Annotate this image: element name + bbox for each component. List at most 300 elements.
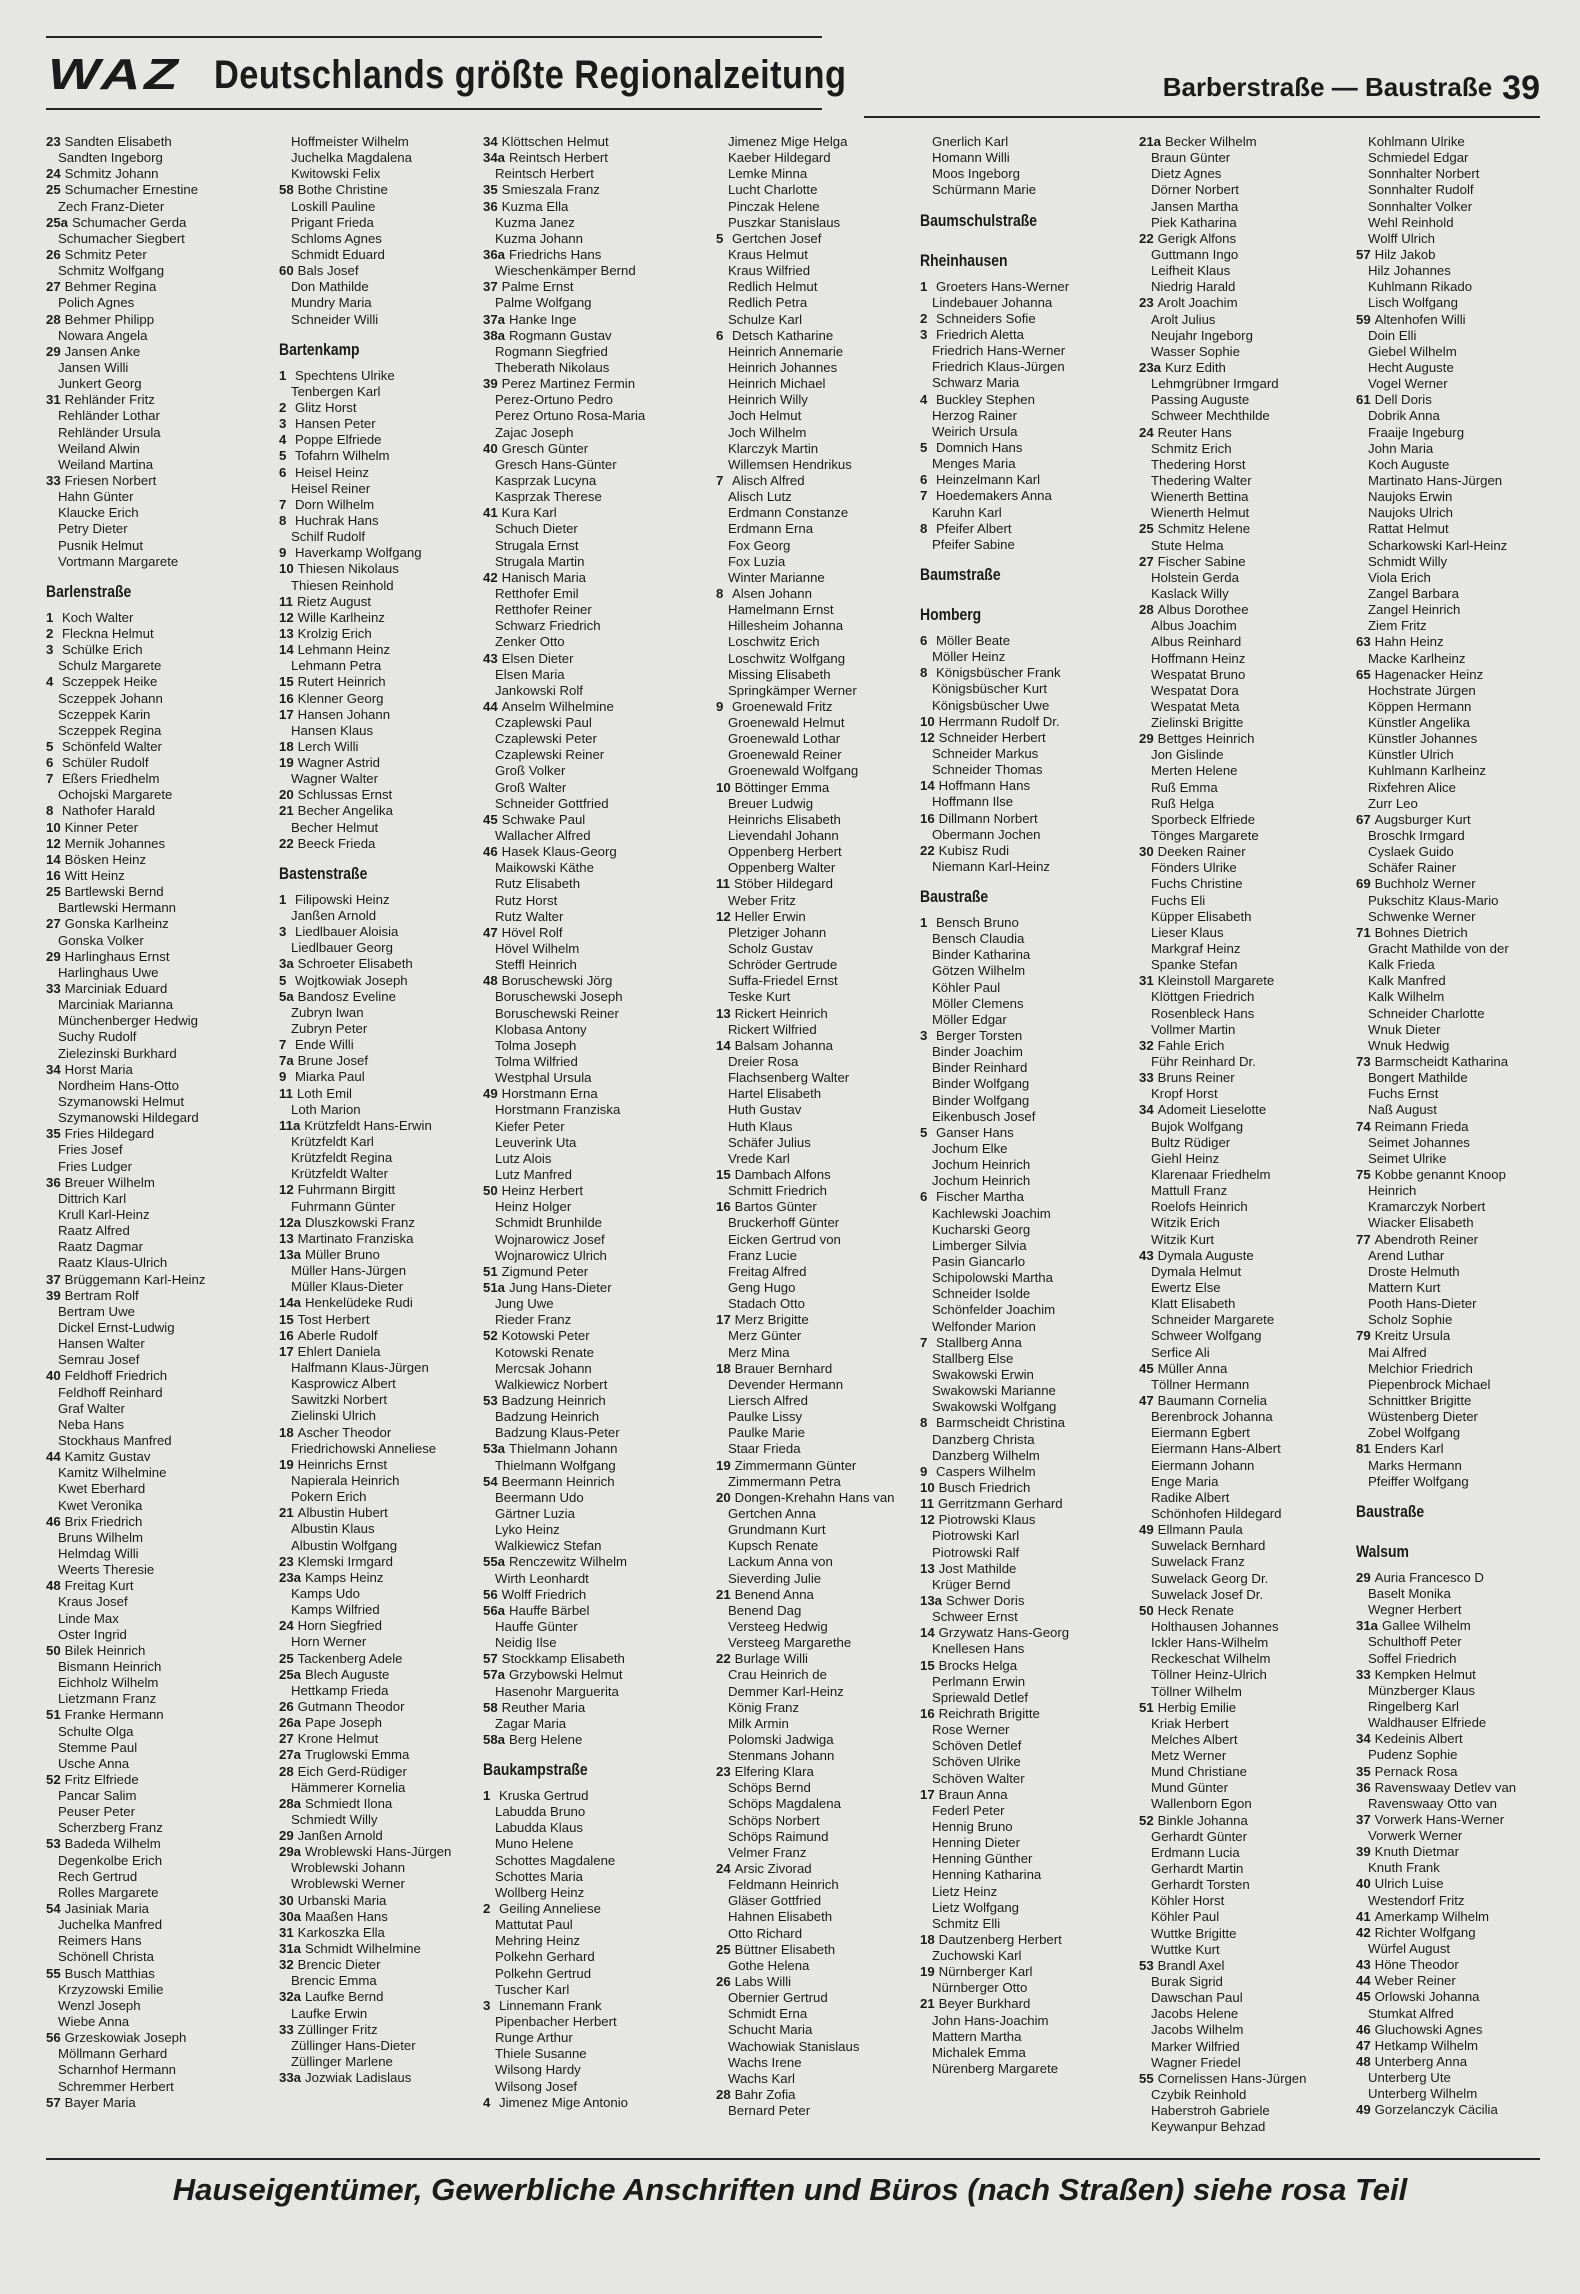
resident-entry — [46, 1820, 266, 1836]
resident-entry — [1139, 1458, 1359, 1474]
resident-entry — [1356, 521, 1540, 537]
resident-name: Marciniak Marianna — [58, 997, 174, 1013]
resident-entry — [279, 956, 499, 972]
resident-name: Küpper Elisabeth — [1151, 908, 1252, 924]
resident-name: Suwelack Franz — [1151, 1554, 1245, 1570]
resident-entry — [46, 457, 266, 473]
resident-entry — [716, 828, 936, 844]
resident-name: Fuchs Christine — [1151, 876, 1243, 892]
house-number: 23a — [1139, 359, 1162, 375]
resident-entry — [483, 2095, 703, 2111]
street-heading: Baumschulstraße — [920, 210, 1037, 230]
resident-name: Moos Ingeborg — [932, 166, 1020, 182]
house-number: 29a — [279, 1844, 302, 1860]
resident-name: Stute Helma — [1151, 537, 1224, 553]
resident-entry — [279, 1941, 499, 1957]
resident-name: Klobasa Antony — [495, 1021, 587, 1037]
resident-name: Rickert Heinrich — [734, 1005, 828, 1021]
resident-name: Suwelack Bernhard — [1151, 1538, 1266, 1554]
resident-name: Dickel Ernst-Ludwig — [58, 1319, 175, 1335]
resident-name: Piepenbrock Michael — [1368, 1376, 1491, 1392]
resident-entry — [279, 1505, 499, 1521]
resident-entry — [483, 1538, 703, 1554]
resident-entry — [483, 1998, 703, 2014]
resident-name: Witzik Erich — [1151, 1215, 1220, 1231]
resident-entry — [920, 1916, 1140, 1932]
house-number: 42 — [1356, 1924, 1371, 1940]
resident-entry — [279, 739, 499, 755]
page-header — [1163, 66, 1540, 105]
resident-entry — [1356, 1876, 1540, 1892]
resident-entry — [1356, 1054, 1540, 1070]
resident-name: Schulze Karl — [728, 311, 803, 327]
resident-name: Zangel Barbara — [1368, 585, 1459, 601]
house-number: 30 — [1139, 844, 1154, 860]
resident-entry — [1139, 1619, 1359, 1635]
resident-name: Dittrich Karl — [58, 1190, 127, 1206]
resident-entry — [716, 1183, 936, 1199]
resident-entry — [716, 1861, 936, 1877]
resident-entry — [483, 505, 703, 521]
resident-name: Tackenberg Adele — [297, 1650, 403, 1666]
resident-entry — [716, 1345, 936, 1361]
resident-entry — [483, 263, 703, 279]
resident-name: Hansen Johann — [297, 706, 391, 722]
resident-entry — [1139, 1393, 1359, 1409]
resident-name: Lievendahl Johann — [728, 828, 839, 844]
resident-entry — [483, 360, 703, 376]
resident-entry — [46, 868, 266, 884]
house-number: 53a — [483, 1441, 506, 1457]
resident-name: Berenbrock Johanna — [1151, 1409, 1273, 1425]
resident-entry — [920, 1270, 1140, 1286]
resident-name: Lehmann Heinz — [297, 642, 391, 658]
resident-name: Binder Wolfgang — [932, 1076, 1030, 1092]
resident-name: Stockhaus Manfred — [58, 1432, 172, 1448]
resident-name: Tönges Margarete — [1151, 828, 1259, 844]
resident-name: Jozwiak Ladislaus — [305, 2070, 412, 2086]
house-number: 13 — [716, 1005, 731, 1021]
resident-entry — [483, 328, 703, 344]
resident-name: Schmiedt Ilona — [305, 1795, 393, 1811]
resident-name: Kramarczyk Norbert — [1368, 1199, 1486, 1215]
resident-name: Wroblewski Johann — [291, 1860, 406, 1876]
house-number: 3 — [279, 924, 287, 940]
resident-entry — [483, 312, 703, 328]
resident-entry — [1139, 957, 1359, 973]
resident-name: Kuzma Ella — [501, 198, 569, 214]
resident-entry — [716, 1022, 936, 1038]
resident-name: Ruß Helga — [1151, 795, 1215, 811]
resident-name: Auria Francesco D — [1374, 1569, 1484, 1585]
resident-name: Jansen Martha — [1151, 198, 1239, 214]
resident-entry — [920, 1867, 1140, 1883]
resident-entry — [483, 1102, 703, 1118]
resident-name: Beermann Heinrich — [501, 1473, 615, 1489]
resident-name: Janßen Arnold — [291, 908, 377, 924]
resident-entry — [46, 1078, 266, 1094]
resident-entry — [1139, 2022, 1359, 2038]
resident-name: Grzybowski Helmut — [509, 1667, 623, 1683]
resident-entry — [483, 457, 703, 473]
resident-name: Palme Ernst — [501, 279, 574, 295]
resident-entry — [920, 1238, 1140, 1254]
resident-name: Kurz Edith — [1165, 359, 1226, 375]
resident-name: Nowara Angela — [58, 327, 148, 343]
resident-name: Jankowski Rolf — [495, 682, 583, 698]
house-number: 12 — [920, 729, 935, 745]
resident-name: Müller Bruno — [305, 1247, 380, 1262]
resident-name: Fritz Elfriede — [64, 1771, 139, 1787]
resident-entry — [1356, 1151, 1540, 1167]
resident-name: Schülke Erich — [62, 642, 143, 658]
resident-name: Schürmann Marie — [932, 182, 1037, 198]
resident-entry — [1139, 1135, 1359, 1151]
resident-entry — [1139, 2055, 1359, 2071]
resident-name: Leifheit Klaus — [1151, 263, 1231, 279]
resident-name: Stöber Hildegard — [733, 876, 833, 892]
resident-name: Königsbüscher Frank — [936, 665, 1061, 681]
resident-name: Stumkat Alfred — [1368, 2005, 1454, 2021]
resident-entry — [46, 1498, 266, 1514]
resident-name: Staar Frieda — [728, 1441, 801, 1457]
resident-name: Brandl Axel — [1157, 1957, 1225, 1973]
house-number: 12 — [46, 835, 61, 851]
resident-entry — [920, 1335, 1140, 1351]
resident-name: Krützfeldt Regina — [291, 1150, 393, 1166]
resident-entry — [1139, 521, 1359, 537]
resident-entry — [920, 150, 1140, 166]
house-number: 22 — [716, 1651, 731, 1667]
resident-entry — [1356, 1602, 1540, 1618]
resident-entry — [1139, 166, 1359, 182]
house-number: 28 — [46, 311, 61, 327]
resident-name: Hoedemakers Anna — [936, 488, 1052, 504]
resident-name: Friedrichowski Anneliese — [291, 1440, 437, 1456]
resident-name: Wespatat Dora — [1151, 682, 1239, 698]
resident-entry — [46, 231, 266, 247]
resident-name: Fuchs Ernst — [1368, 1086, 1439, 1102]
resident-name: Wolff Friedrich — [501, 1586, 587, 1602]
resident-name: Alisch Lutz — [728, 489, 792, 505]
resident-name: Burlage Willi — [734, 1651, 808, 1667]
house-number: 46 — [46, 1513, 61, 1529]
resident-entry — [279, 755, 499, 771]
resident-name: Spanke Stefan — [1151, 957, 1238, 973]
resident-entry — [279, 1909, 499, 1925]
resident-name: Breuer Wilhelm — [64, 1174, 155, 1190]
resident-name: Klemski Irmgard — [297, 1553, 393, 1569]
resident-name: Swakowski Wolfgang — [932, 1399, 1057, 1415]
resident-name: Obernier Gertrud — [728, 1990, 828, 2006]
resident-name: Klatt Elisabeth — [1151, 1296, 1236, 1312]
resident-name: Pokern Erich — [291, 1489, 367, 1505]
resident-name: Schwenke Werner — [1368, 908, 1476, 924]
house-number: 34 — [46, 1061, 61, 1077]
resident-entry — [46, 1126, 266, 1142]
resident-entry — [46, 295, 266, 311]
resident-entry — [279, 1166, 499, 1182]
house-number: 44 — [1356, 1973, 1371, 1989]
house-number: 55 — [46, 1965, 61, 1981]
resident-entry — [716, 1700, 936, 1716]
resident-name: Naujoks Erwin — [1368, 489, 1453, 505]
resident-entry — [279, 1134, 499, 1150]
house-number: 5 — [279, 972, 287, 988]
resident-entry — [1356, 715, 1540, 731]
resident-entry — [1139, 586, 1359, 602]
resident-name: Oster Ingrid — [58, 1626, 127, 1642]
resident-name: Huth Gustav — [728, 1102, 802, 1118]
resident-entry — [716, 328, 936, 344]
resident-name: Danzberg Wilhelm — [932, 1447, 1040, 1463]
resident-name: Hoffmann Hans — [938, 778, 1031, 794]
resident-entry — [1139, 505, 1359, 521]
house-number: 29 — [279, 1828, 294, 1844]
resident-name: Erdmann Constanze — [728, 505, 849, 521]
resident-name: Merz Brigitte — [734, 1312, 809, 1328]
resident-entry — [46, 1046, 266, 1062]
resident-name: Reintsch Herbert — [495, 166, 594, 182]
resident-name: Bernard Peter — [728, 2103, 811, 2119]
resident-entry — [483, 473, 703, 489]
resident-entry — [1139, 812, 1359, 828]
resident-entry — [1356, 586, 1540, 602]
resident-entry — [1139, 1038, 1359, 1054]
resident-name: Heinrich Johannes — [728, 359, 838, 375]
resident-name: Friedrichs Hans — [509, 246, 602, 262]
resident-entry — [46, 1239, 266, 1255]
resident-entry — [716, 1667, 936, 1683]
resident-name: Schremmer Herbert — [58, 2078, 174, 2094]
resident-entry — [716, 989, 936, 1005]
resident-entry — [1139, 780, 1359, 796]
resident-entry — [716, 1409, 936, 1425]
resident-name: Schottes Maria — [495, 1868, 583, 1884]
resident-entry — [46, 1029, 266, 1045]
resident-entry — [716, 570, 936, 586]
resident-name: Weber Fritz — [728, 892, 796, 908]
resident-entry — [46, 1530, 266, 1546]
resident-name: Künstler Johannes — [1368, 731, 1478, 747]
resident-entry — [1356, 925, 1540, 941]
resident-name: Rose Werner — [932, 1722, 1010, 1738]
resident-name: Macke Karlheinz — [1368, 650, 1466, 666]
resident-entry — [483, 1215, 703, 1231]
resident-name: Swakowski Erwin — [932, 1367, 1034, 1382]
house-number: 24 — [46, 166, 61, 182]
house-number: 18 — [279, 1424, 294, 1440]
resident-entry — [920, 1125, 1140, 1141]
resident-name: Krull Karl-Heinz — [58, 1207, 150, 1222]
resident-entry — [46, 1320, 266, 1336]
resident-name: Bohnes Dietrich — [1374, 924, 1468, 940]
resident-name: Pletziger Johann — [728, 924, 827, 940]
resident-entry — [1139, 1796, 1359, 1812]
house-number: 34 — [1139, 1102, 1154, 1118]
resident-entry — [279, 707, 499, 723]
resident-name: Gresch Hans-Günter — [495, 456, 617, 472]
resident-entry — [1356, 1167, 1540, 1183]
resident-entry — [1356, 2006, 1540, 2022]
resident-entry — [483, 1232, 703, 1248]
resident-entry — [279, 1408, 499, 1424]
resident-entry — [1139, 1086, 1359, 1102]
resident-name: Paulke Lissy — [728, 1409, 803, 1425]
resident-name: Graf Walter — [58, 1400, 125, 1416]
resident-name: Schweer Ernst — [932, 1609, 1018, 1625]
resident-name: Kasprzak Therese — [495, 489, 602, 505]
resident-entry — [1139, 570, 1359, 586]
resident-entry — [483, 1183, 703, 1199]
resident-name: Thielmann Wolfgang — [495, 1457, 616, 1473]
house-number: 51 — [483, 1263, 498, 1279]
resident-name: Buckley Stephen — [936, 391, 1035, 407]
resident-entry — [1356, 360, 1540, 376]
resident-name: Schönfeld Walter — [62, 738, 162, 754]
resident-entry — [483, 909, 703, 925]
resident-entry — [920, 1383, 1140, 1399]
resident-name: Brocks Helga — [938, 1657, 1018, 1673]
resident-entry — [1139, 2006, 1359, 2022]
resident-name: Kalk Manfred — [1368, 973, 1446, 989]
resident-name: Rech Gertrud — [58, 1868, 138, 1884]
resident-entry — [920, 1464, 1140, 1480]
resident-entry — [483, 1054, 703, 1070]
resident-entry — [1356, 651, 1540, 667]
resident-entry — [1139, 1054, 1359, 1070]
resident-name: Paulke Marie — [728, 1425, 805, 1441]
directory-column — [483, 134, 703, 2111]
resident-name: Henning Katharina — [932, 1867, 1042, 1883]
resident-entry — [279, 2038, 499, 2054]
resident-name: Glitz Horst — [295, 399, 357, 415]
house-number: 55a — [483, 1554, 506, 1570]
resident-name: Künstler Angelika — [1368, 715, 1470, 731]
resident-name: Limberger Silvia — [932, 1237, 1027, 1253]
resident-entry — [716, 1474, 936, 1490]
resident-entry — [1356, 2022, 1540, 2038]
house-number: 7 — [279, 1037, 287, 1053]
resident-entry — [1139, 1199, 1359, 1215]
resident-entry — [920, 1674, 1140, 1690]
resident-entry — [920, 1771, 1140, 1787]
house-number: 63 — [1356, 634, 1371, 650]
resident-entry — [716, 1441, 936, 1457]
resident-name: Möllmann Gerhard — [58, 2046, 168, 2062]
house-number: 27 — [46, 916, 61, 932]
resident-entry — [46, 1788, 266, 1804]
resident-entry — [1139, 1942, 1359, 1958]
resident-entry — [279, 247, 499, 263]
resident-entry — [279, 368, 499, 384]
resident-entry — [46, 1998, 266, 2014]
resident-entry — [1356, 909, 1540, 925]
resident-name: Kedeinis Albert — [1374, 1731, 1463, 1747]
resident-name: Dongen-Krehahn Hans van — [734, 1489, 895, 1505]
resident-entry — [279, 1812, 499, 1828]
resident-name: Wnuk Hedwig — [1368, 1037, 1450, 1053]
resident-entry — [716, 796, 936, 812]
resident-name: Redlich Helmut — [728, 279, 818, 295]
resident-name: Eßers Friedhelm — [62, 771, 160, 787]
house-number: 32 — [1139, 1037, 1154, 1053]
resident-entry — [46, 489, 266, 505]
resident-name: Huchrak Hans — [295, 512, 379, 528]
house-number: 4 — [46, 674, 54, 690]
resident-entry — [716, 1006, 936, 1022]
resident-name: Heisel Heinz — [295, 464, 370, 480]
resident-entry — [920, 811, 1140, 827]
resident-name: Schlussas Ernst — [297, 787, 393, 803]
resident-entry — [1139, 1232, 1359, 1248]
house-number: 10 — [920, 713, 935, 729]
resident-name: Möller Heinz — [932, 649, 1006, 665]
resident-name: Klöttgen Friedrich — [1151, 989, 1255, 1005]
resident-entry — [279, 1764, 499, 1780]
resident-entry — [920, 295, 1140, 311]
resident-name: Wagner Walter — [291, 771, 378, 787]
resident-entry — [1356, 1828, 1540, 1844]
resident-entry — [46, 1094, 266, 1110]
house-number: 25 — [1139, 521, 1154, 537]
resident-entry — [716, 957, 936, 973]
resident-name: Passing Auguste — [1151, 392, 1250, 408]
resident-name: Pfeifer Albert — [936, 520, 1012, 536]
resident-entry — [279, 1295, 499, 1311]
resident-entry — [279, 803, 499, 819]
house-number: 8 — [279, 512, 287, 528]
resident-name: Schönell Christa — [58, 1949, 155, 1965]
resident-name: Joch Wilhelm — [728, 424, 807, 440]
resident-name: Bilek Heinrich — [64, 1642, 146, 1658]
resident-name: Gonska Karlheinz — [64, 916, 169, 932]
resident-entry — [483, 763, 703, 779]
house-number: 21 — [279, 803, 294, 819]
resident-entry — [483, 1804, 703, 1820]
resident-entry — [483, 1458, 703, 1474]
house-number: 28 — [716, 2087, 731, 2103]
resident-name: Rehländer Ursula — [58, 424, 161, 440]
resident-name: Vollmer Martin — [1151, 1021, 1236, 1037]
house-number: 25 — [46, 884, 61, 900]
resident-entry — [279, 1376, 499, 1392]
resident-entry — [279, 908, 499, 924]
house-number: 18 — [279, 738, 294, 754]
resident-name: Nürnberger Otto — [932, 1980, 1028, 1996]
resident-entry — [483, 1587, 703, 1603]
house-number: 44 — [483, 698, 498, 714]
resident-entry — [483, 957, 703, 973]
house-number: 34a — [483, 150, 506, 166]
house-number: 11a — [279, 1117, 301, 1133]
resident-entry — [483, 1296, 703, 1312]
resident-entry — [46, 1853, 266, 1869]
resident-entry — [483, 2046, 703, 2062]
resident-entry — [279, 1425, 499, 1441]
resident-entry — [46, 787, 266, 803]
resident-entry — [920, 521, 1140, 537]
resident-entry — [1139, 683, 1359, 699]
resident-name: Hövel Rolf — [501, 924, 563, 940]
resident-entry — [483, 1280, 703, 1296]
house-number: 74 — [1356, 1118, 1371, 1134]
resident-name: Benend Anna — [734, 1586, 814, 1602]
resident-name: Weerts Theresie — [58, 1562, 155, 1578]
house-number: 7 — [920, 1334, 928, 1350]
resident-entry — [920, 2061, 1140, 2077]
resident-entry — [1139, 828, 1359, 844]
